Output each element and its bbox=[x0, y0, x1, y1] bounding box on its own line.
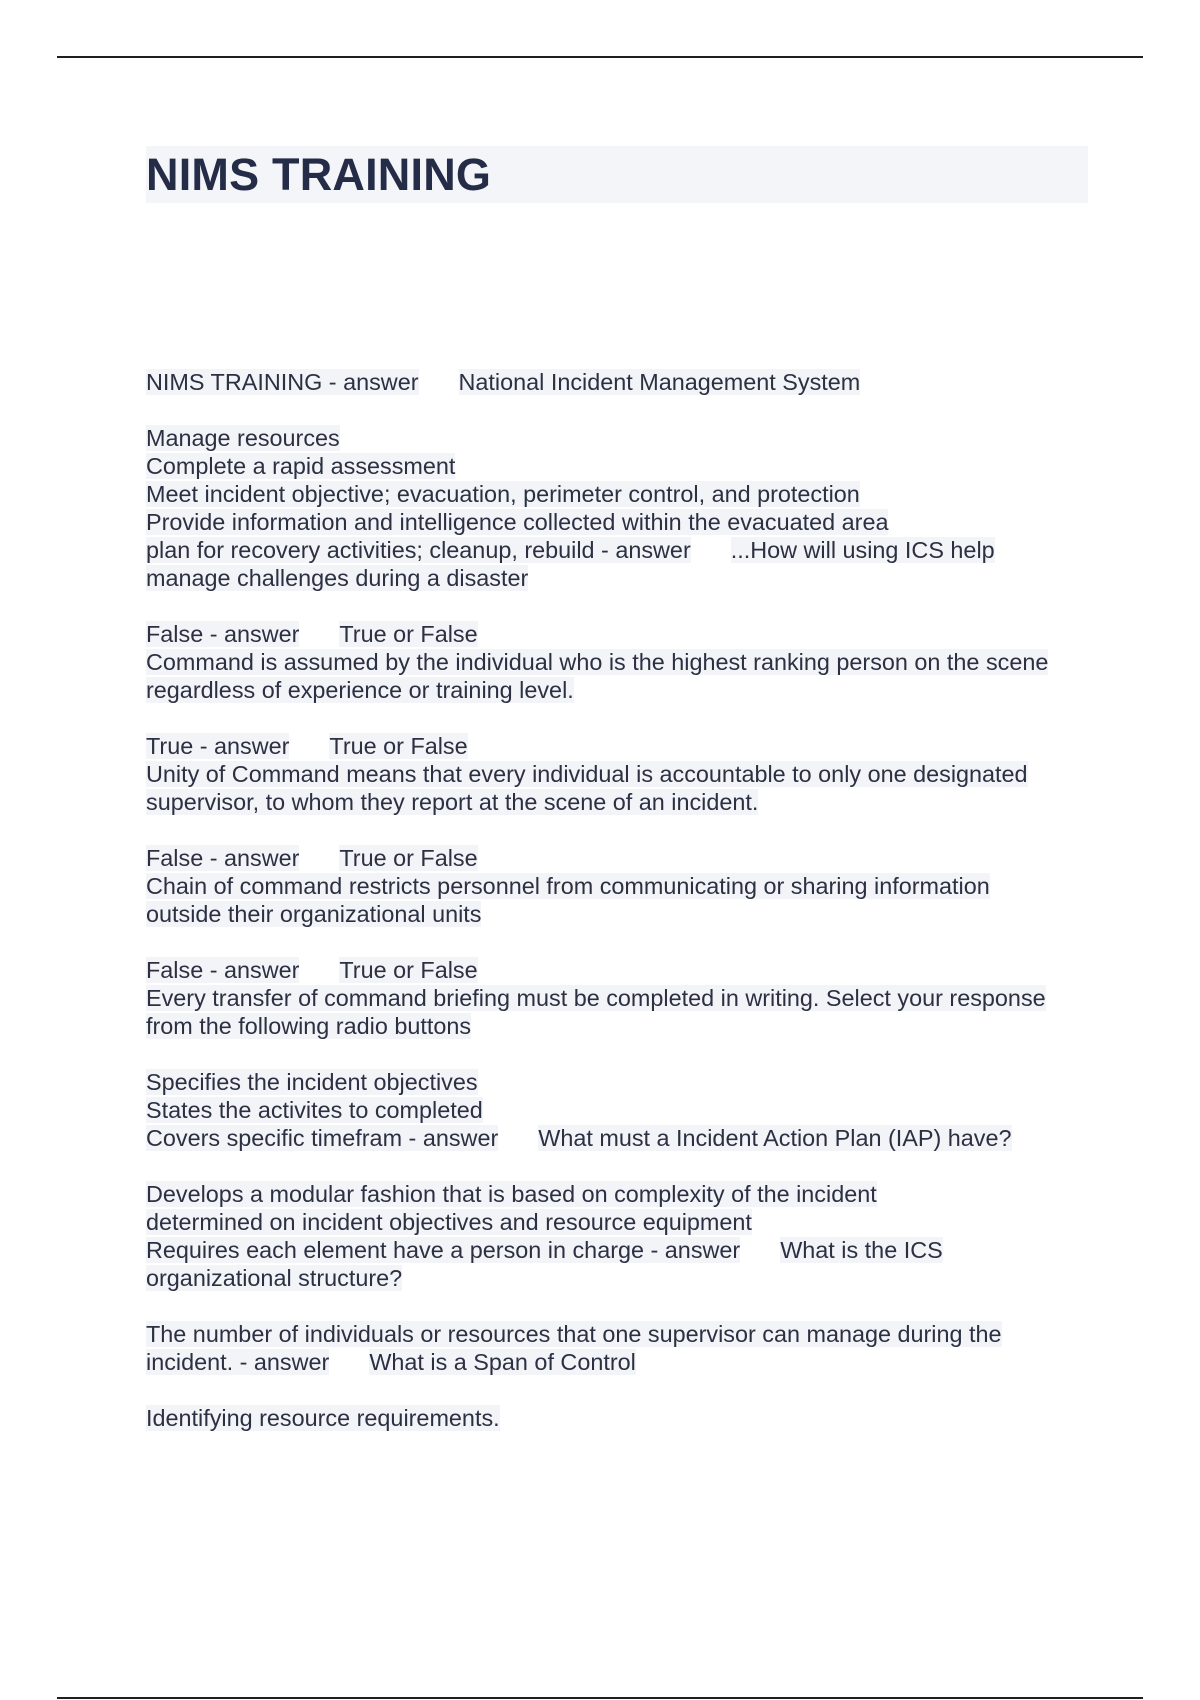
card-line bbox=[146, 1012, 1096, 1040]
question-text: National Incident Management System bbox=[458, 369, 861, 395]
card-line bbox=[146, 676, 1096, 704]
card-line bbox=[146, 1180, 1096, 1208]
answer-text: plan for recovery activities; cleanup, rebuild - answer bbox=[146, 537, 691, 563]
card-line bbox=[146, 1348, 1096, 1376]
question-text: True or False bbox=[339, 845, 478, 871]
question-text: Every transfer of command briefing must be completed in writing. Select your response bbox=[146, 985, 1046, 1011]
card-line bbox=[146, 480, 1096, 508]
answer-text: Provide information and intelligence collected within the evacuated area bbox=[146, 509, 889, 535]
question-text: True or False bbox=[329, 733, 468, 759]
card-line bbox=[146, 424, 1096, 452]
answer-text: Identifying resource requirements. bbox=[146, 1405, 500, 1431]
question-text: ...How will using ICS help bbox=[730, 537, 995, 563]
card-line bbox=[146, 1124, 1096, 1152]
question-text: regardless of experience or training level. bbox=[146, 677, 574, 703]
card-line bbox=[146, 1208, 1096, 1236]
card-line bbox=[146, 508, 1096, 536]
answer-text: Manage resources bbox=[146, 425, 340, 451]
question-text: from the following radio buttons bbox=[146, 1013, 472, 1039]
answer-text: False - answer bbox=[146, 621, 300, 647]
answer-text: Specifies the incident objectives bbox=[146, 1069, 478, 1095]
question-text: True or False bbox=[339, 621, 478, 647]
card-line bbox=[146, 732, 1096, 760]
card-line bbox=[146, 1236, 1096, 1264]
bottom-rule bbox=[57, 1697, 1143, 1699]
flashcard bbox=[146, 1180, 1096, 1292]
card-line bbox=[146, 872, 1096, 900]
flashcard bbox=[146, 844, 1096, 928]
answer-text: Covers specific timefram - answer bbox=[146, 1125, 499, 1151]
flashcard bbox=[146, 424, 1096, 592]
question-text: Command is assumed by the individual who is the highest ranking person on the scene bbox=[146, 649, 1049, 675]
flashcard bbox=[146, 368, 1096, 396]
answer-text: incident. - answer bbox=[146, 1349, 330, 1375]
flashcard-list bbox=[146, 368, 1096, 1460]
answer-text: True - answer bbox=[146, 733, 290, 759]
card-line bbox=[146, 788, 1096, 816]
card-line bbox=[146, 564, 1096, 592]
card-line bbox=[146, 452, 1096, 480]
card-line bbox=[146, 1068, 1096, 1096]
card-line bbox=[146, 844, 1096, 872]
answer-text: The number of individuals or resources that one supervisor can manage during the bbox=[146, 1321, 1002, 1347]
answer-text: States the activites to completed bbox=[146, 1097, 483, 1123]
flashcard bbox=[146, 620, 1096, 704]
question-text: Chain of command restricts personnel from communicating or sharing information bbox=[146, 873, 990, 899]
question-text: manage challenges during a disaster bbox=[146, 565, 529, 591]
card-line bbox=[146, 620, 1096, 648]
flashcard bbox=[146, 1068, 1096, 1152]
answer-text: determined on incident objectives and resource equipment bbox=[146, 1209, 752, 1235]
answer-text: Meet incident objective; evacuation, perimeter control, and protection bbox=[146, 481, 860, 507]
flashcard bbox=[146, 1404, 1096, 1432]
question-text: What is a Span of Control bbox=[369, 1349, 636, 1375]
card-line bbox=[146, 984, 1096, 1012]
question-text: Unity of Command means that every individual is accountable to only one designated bbox=[146, 761, 1028, 787]
answer-text: Requires each element have a person in charge - answer bbox=[146, 1237, 741, 1263]
top-rule bbox=[57, 56, 1143, 58]
question-text: What is the ICS bbox=[780, 1237, 943, 1263]
question-text: outside their organizational units bbox=[146, 901, 482, 927]
answer-text: False - answer bbox=[146, 845, 300, 871]
card-line bbox=[146, 760, 1096, 788]
card-line bbox=[146, 1320, 1096, 1348]
question-text: What must a Incident Action Plan (IAP) have? bbox=[538, 1125, 1012, 1151]
card-line bbox=[146, 536, 1096, 564]
document-title: NIMS TRAINING bbox=[146, 149, 492, 200]
card-line bbox=[146, 1264, 1096, 1292]
card-line bbox=[146, 648, 1096, 676]
answer-text: NIMS TRAINING - answer bbox=[146, 369, 419, 395]
title-band bbox=[146, 146, 1088, 203]
flashcard bbox=[146, 1320, 1096, 1376]
answer-text: Develops a modular fashion that is based on complexity of the incident bbox=[146, 1181, 877, 1207]
question-text: supervisor, to whom they report at the scene of an incident. bbox=[146, 789, 759, 815]
card-line bbox=[146, 368, 1096, 396]
question-text: True or False bbox=[339, 957, 478, 983]
answer-text: Complete a rapid assessment bbox=[146, 453, 456, 479]
flashcard bbox=[146, 732, 1096, 816]
card-line bbox=[146, 900, 1096, 928]
card-line bbox=[146, 1096, 1096, 1124]
flashcard bbox=[146, 956, 1096, 1040]
answer-text: False - answer bbox=[146, 957, 300, 983]
card-line bbox=[146, 956, 1096, 984]
card-line bbox=[146, 1404, 1096, 1432]
question-text: organizational structure? bbox=[146, 1265, 403, 1291]
